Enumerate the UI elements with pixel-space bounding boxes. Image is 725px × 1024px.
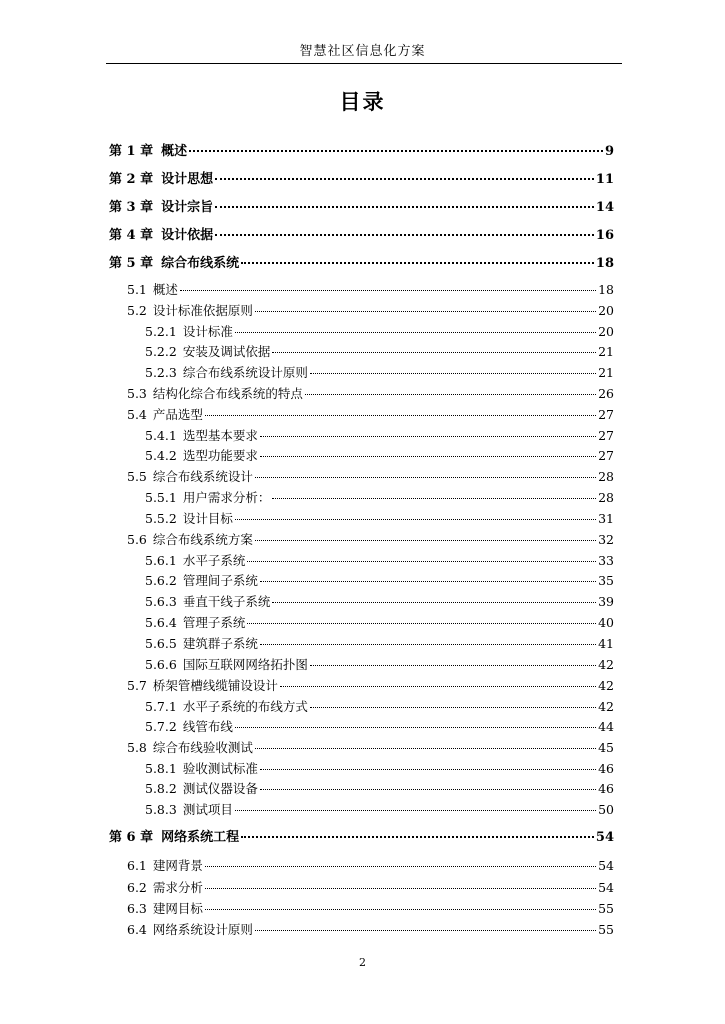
toc-entry-title: 选型基本要求 [182,428,258,443]
toc-entry-page: 46 [598,761,614,776]
toc-dot-leader [235,810,596,811]
toc-entry[interactable] [145,697,614,715]
toc-entry[interactable] [145,634,614,652]
toc-entry-number: 6.2 [127,880,147,895]
toc-entry-page: 42 [598,678,614,693]
toc-entry-number: 5.2.2 [145,344,177,359]
toc-entry-page: 20 [598,303,614,318]
toc-entry-page: 14 [595,200,614,215]
toc-entry-number: 5.3 [127,386,147,401]
toc-entry-page: 28 [598,490,614,505]
toc-entry-number: 5.8.2 [145,781,177,796]
toc-entry-number: 第 6 章 [109,830,154,845]
toc-entry-page: 44 [598,719,614,734]
toc-entry-title: 国际互联网网络拓扑图 [182,657,308,672]
toc-dot-leader [205,888,596,889]
running-header: 智慧社区信息化方案 [299,44,426,59]
toc-entry-title: 桥架管槽线缆铺设设计 [152,678,278,693]
toc-dot-leader [260,456,596,457]
toc-entry-number: 5.8.1 [145,761,177,776]
toc-dot-leader [235,332,596,333]
toc-dot-leader [260,789,596,790]
toc-entry-page: 18 [595,256,614,271]
toc-dot-leader [241,262,594,264]
toc-entry[interactable] [109,826,614,844]
toc-entry[interactable] [127,405,614,423]
toc-entry-title: 概述 [152,282,178,297]
toc-entry-title: 水平子系统的布线方式 [182,699,308,714]
toc-entry-number: 5.8 [127,740,147,755]
toc-entry-number: 6.1 [127,858,147,873]
toc-entry[interactable] [127,301,614,319]
toc-entry-title: 设计标准依据原则 [152,303,253,318]
toc-entry[interactable] [145,800,614,818]
toc-title: 目录 [339,89,386,114]
toc-entry-page: 27 [598,407,614,422]
toc-entry-number: 第 4 章 [109,228,154,243]
toc-entry[interactable] [145,759,614,777]
toc-dot-leader [255,311,596,312]
toc-entry-number: 5.2.1 [145,324,177,339]
toc-entry-title: 网络系统设计原则 [152,922,253,937]
toc-entry-title: 建筑群子系统 [182,636,258,651]
toc-entry-number: 5.4 [127,407,147,422]
toc-dot-leader [180,290,596,291]
toc-entry-title: 线管布线 [182,719,233,734]
toc-entry-page: 42 [598,657,614,672]
toc-entry-number: 5.2 [127,303,147,318]
toc-entry[interactable] [127,280,614,298]
toc-dot-leader [260,581,596,582]
toc-entry-title: 验收测试标准 [182,761,258,776]
toc-entry-number: 5.8.3 [145,802,177,817]
toc-entry-number: 5.7.1 [145,699,177,714]
toc-entry-page: 45 [598,740,614,755]
toc-entry-page: 46 [598,781,614,796]
toc-entry-number: 6.3 [127,901,147,916]
toc-entry-number: 5.6.2 [145,573,177,588]
toc-entry-page: 33 [598,553,614,568]
toc-dot-leader [255,748,596,749]
toc-entry-page: 27 [598,428,614,443]
toc-entry-title: 综合布线验收测试 [152,740,253,755]
toc-dot-leader [280,686,596,687]
toc-entry-page: 42 [598,699,614,714]
toc-entry[interactable] [145,342,614,360]
toc-entry[interactable] [145,592,614,610]
toc-entry-page: 41 [598,636,614,651]
toc-entry[interactable] [109,196,614,214]
toc-entry[interactable] [109,224,614,242]
toc-entry-page: 11 [595,172,614,187]
toc-dot-leader [272,352,596,353]
toc-dot-leader [215,234,594,236]
toc-entry-page: 18 [598,282,614,297]
toc-entry-page: 35 [598,573,614,588]
toc-entry-number: 5.4.2 [145,448,177,463]
toc-entry-number: 5.1 [127,282,147,297]
toc-entry-title: 设计宗旨 [161,200,214,215]
toc-entry[interactable] [127,856,614,874]
toc-entry-number: 5.6.5 [145,636,177,651]
toc-dot-leader [310,707,596,708]
toc-entry[interactable] [145,488,614,506]
toc-entry-title: 建网目标 [152,901,203,916]
toc-entry[interactable] [109,168,614,186]
toc-dot-leader [247,623,596,624]
toc-entry-number: 5.6.1 [145,553,177,568]
toc-dot-leader [241,836,594,838]
toc-entry-page: 50 [598,802,614,817]
toc-entry-page: 54 [598,880,614,895]
toc-entry-number: 第 5 章 [109,256,154,271]
toc-entry[interactable] [127,920,614,938]
toc-dot-leader [205,909,596,910]
toc-entry-title: 设计思想 [161,172,214,187]
toc-dot-leader [255,930,596,931]
toc-entry-title: 综合布线系统方案 [152,532,253,547]
toc-entry-page: 21 [598,365,614,380]
toc-entry-number: 5.6.4 [145,615,177,630]
toc-dot-leader [255,477,596,478]
toc-entry[interactable] [145,779,614,797]
toc-entry-title: 结构化综合布线系统的特点 [152,386,303,401]
toc-entry-page: 20 [598,324,614,339]
toc-entry-page: 40 [598,615,614,630]
toc-entry-title: 垂直干线子系统 [182,594,271,609]
toc-entry-title: 测试项目 [182,802,233,817]
toc-entry-number: 6.4 [127,922,147,937]
toc-entry-number: 5.5 [127,469,147,484]
toc-dot-leader [235,727,596,728]
toc-entry-number: 5.6.6 [145,657,177,672]
toc-entry-title: 设计目标 [182,511,233,526]
toc-dot-leader [272,602,596,603]
toc-entry[interactable] [145,613,614,631]
toc-entry[interactable] [145,571,614,589]
toc-entry-number: 5.2.3 [145,365,177,380]
toc-entry-title: 概述 [161,144,188,159]
toc-entry-page: 31 [598,511,614,526]
toc-dot-leader [235,519,596,520]
toc-entry-page: 27 [598,448,614,463]
header-rule [106,63,622,64]
toc-dot-leader [215,178,594,180]
toc-entry-title: 管理间子系统 [182,573,258,588]
toc-dot-leader [189,150,603,152]
toc-entry-page: 54 [595,830,614,845]
toc-dot-leader [215,206,594,208]
toc-entry[interactable] [127,738,614,756]
toc-entry-title: 综合布线系统设计 [152,469,253,484]
toc-dot-leader [260,436,596,437]
toc-entry-title: 需求分析 [152,880,203,895]
toc-entry-title: 用户需求分析： [182,490,271,505]
toc-entry[interactable] [127,467,614,485]
toc-entry[interactable] [109,252,614,270]
toc-entry[interactable] [127,530,614,548]
toc-entry-title: 设计标准 [182,324,233,339]
toc-dot-leader [310,665,596,666]
toc-entry-title: 网络系统工程 [161,830,240,845]
toc-entry-title: 建网背景 [152,858,203,873]
toc-entry-number: 5.5.1 [145,490,177,505]
toc-entry[interactable] [145,322,614,340]
toc-entry-title: 安装及调试依据 [182,344,271,359]
toc-entry-number: 5.4.1 [145,428,177,443]
toc-dot-leader [310,373,596,374]
toc-dot-leader [205,415,596,416]
toc-entry-number: 5.6.3 [145,594,177,609]
toc-dot-leader [247,561,596,562]
toc-entry[interactable] [145,426,614,444]
toc-entry-page: 54 [598,858,614,873]
toc-entry-page: 26 [598,386,614,401]
toc-entry-title: 管理子系统 [182,615,246,630]
toc-entry-number: 5.5.2 [145,511,177,526]
toc-entry[interactable] [145,363,614,381]
toc-entry-number: 5.6 [127,532,147,547]
toc-dot-leader [272,498,596,499]
toc-dot-leader [260,769,596,770]
toc-entry-page: 21 [598,344,614,359]
toc-entry-page: 28 [598,469,614,484]
toc-entry[interactable] [145,446,614,464]
toc-entry-page: 9 [604,144,614,159]
toc-entry[interactable] [145,655,614,673]
toc-dot-leader [255,540,596,541]
toc-entry[interactable] [127,899,614,917]
toc-entry-title: 综合布线系统设计原则 [182,365,308,380]
toc-entry-page: 55 [598,901,614,916]
toc-entry-title: 产品选型 [152,407,203,422]
toc-entry[interactable] [145,551,614,569]
toc-dot-leader [260,644,596,645]
toc-entry[interactable] [109,140,614,158]
toc-entry[interactable] [145,509,614,527]
toc-entry-number: 第 1 章 [109,144,154,159]
toc-entry-number: 第 2 章 [109,172,154,187]
toc-dot-leader [305,394,596,395]
toc-entry-title: 测试仪器设备 [182,781,258,796]
toc-dot-leader [205,866,596,867]
toc-entry-number: 第 3 章 [109,200,154,215]
toc-entry[interactable] [127,676,614,694]
toc-entry-page: 32 [598,532,614,547]
toc-entry-title: 选型功能要求 [182,448,258,463]
toc-entry-page: 16 [595,228,614,243]
toc-entry-number: 5.7 [127,678,147,693]
toc-entry[interactable] [127,878,614,896]
toc-entry-title: 综合布线系统 [161,256,240,271]
toc-entry-title: 水平子系统 [182,553,246,568]
toc-entry-title: 设计依据 [161,228,214,243]
toc-entry-page: 39 [598,594,614,609]
toc-entry[interactable] [145,717,614,735]
toc-entry[interactable] [127,384,614,402]
toc-entry-page: 55 [598,922,614,937]
toc-entry-number: 5.7.2 [145,719,177,734]
page-number: 2 [359,956,366,969]
